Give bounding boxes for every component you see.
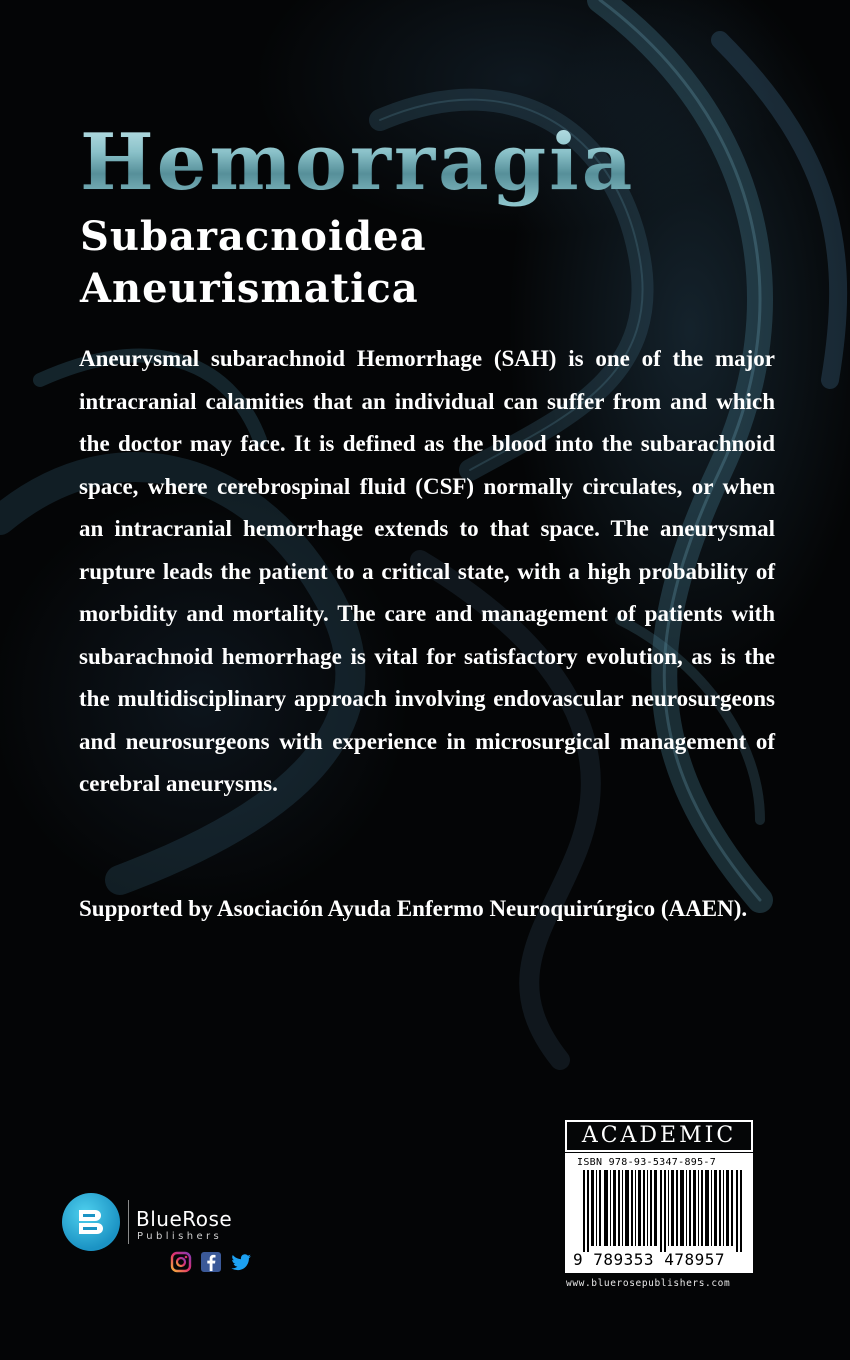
barcode-number: 9 789353 478957 bbox=[573, 1250, 725, 1269]
instagram-icon bbox=[170, 1251, 192, 1273]
isbn-barcode bbox=[565, 1153, 753, 1273]
book-title: Hemorragia bbox=[80, 117, 636, 208]
publisher-tagline: Publishers bbox=[137, 1231, 223, 1242]
publisher-name: BlueRose bbox=[136, 1207, 233, 1231]
barcode-bars bbox=[583, 1170, 743, 1252]
book-subtitle-line1: Subaracnoidea bbox=[80, 213, 427, 260]
support-statement: Supported by Asociación Ayuda Enfermo Neuroquirúrgico (AAEN). bbox=[79, 896, 748, 921]
bluerose-logo-icon bbox=[62, 1193, 120, 1251]
publisher-website: www.bluerosepublishers.com bbox=[566, 1278, 731, 1289]
category-label: ACADEMIC bbox=[565, 1120, 753, 1152]
twitter-icon bbox=[230, 1251, 252, 1273]
isbn-label: ISBN 978-93-5347-895-7 bbox=[577, 1157, 717, 1168]
book-subtitle-line2: Aneurismatica bbox=[80, 265, 419, 312]
book-description: Aneurysmal subarachnoid Hemorrhage (SAH) is one of the major intracranial calamities that an individual can suffer from and which the doctor may face. It is defined as the blood into the subarachnoid space, where cerebrospinal fluid (CSF) normally circulates, or when an intracranial hemorrhage extends to that space. The aneurysmal rupture leads the patient to a critical state, with a high probability of morbidity and mortality. The care and management of patients with subarachnoid hemorrhage is vital for satisfactory evolution, as is the the multidisciplinary approach involving endovascular neurosurgeons and neurosurgeons with experience in microsurgical management of cerebral aneurysms. bbox=[79, 346, 775, 796]
facebook-icon bbox=[200, 1251, 222, 1273]
logo-divider bbox=[128, 1200, 129, 1244]
